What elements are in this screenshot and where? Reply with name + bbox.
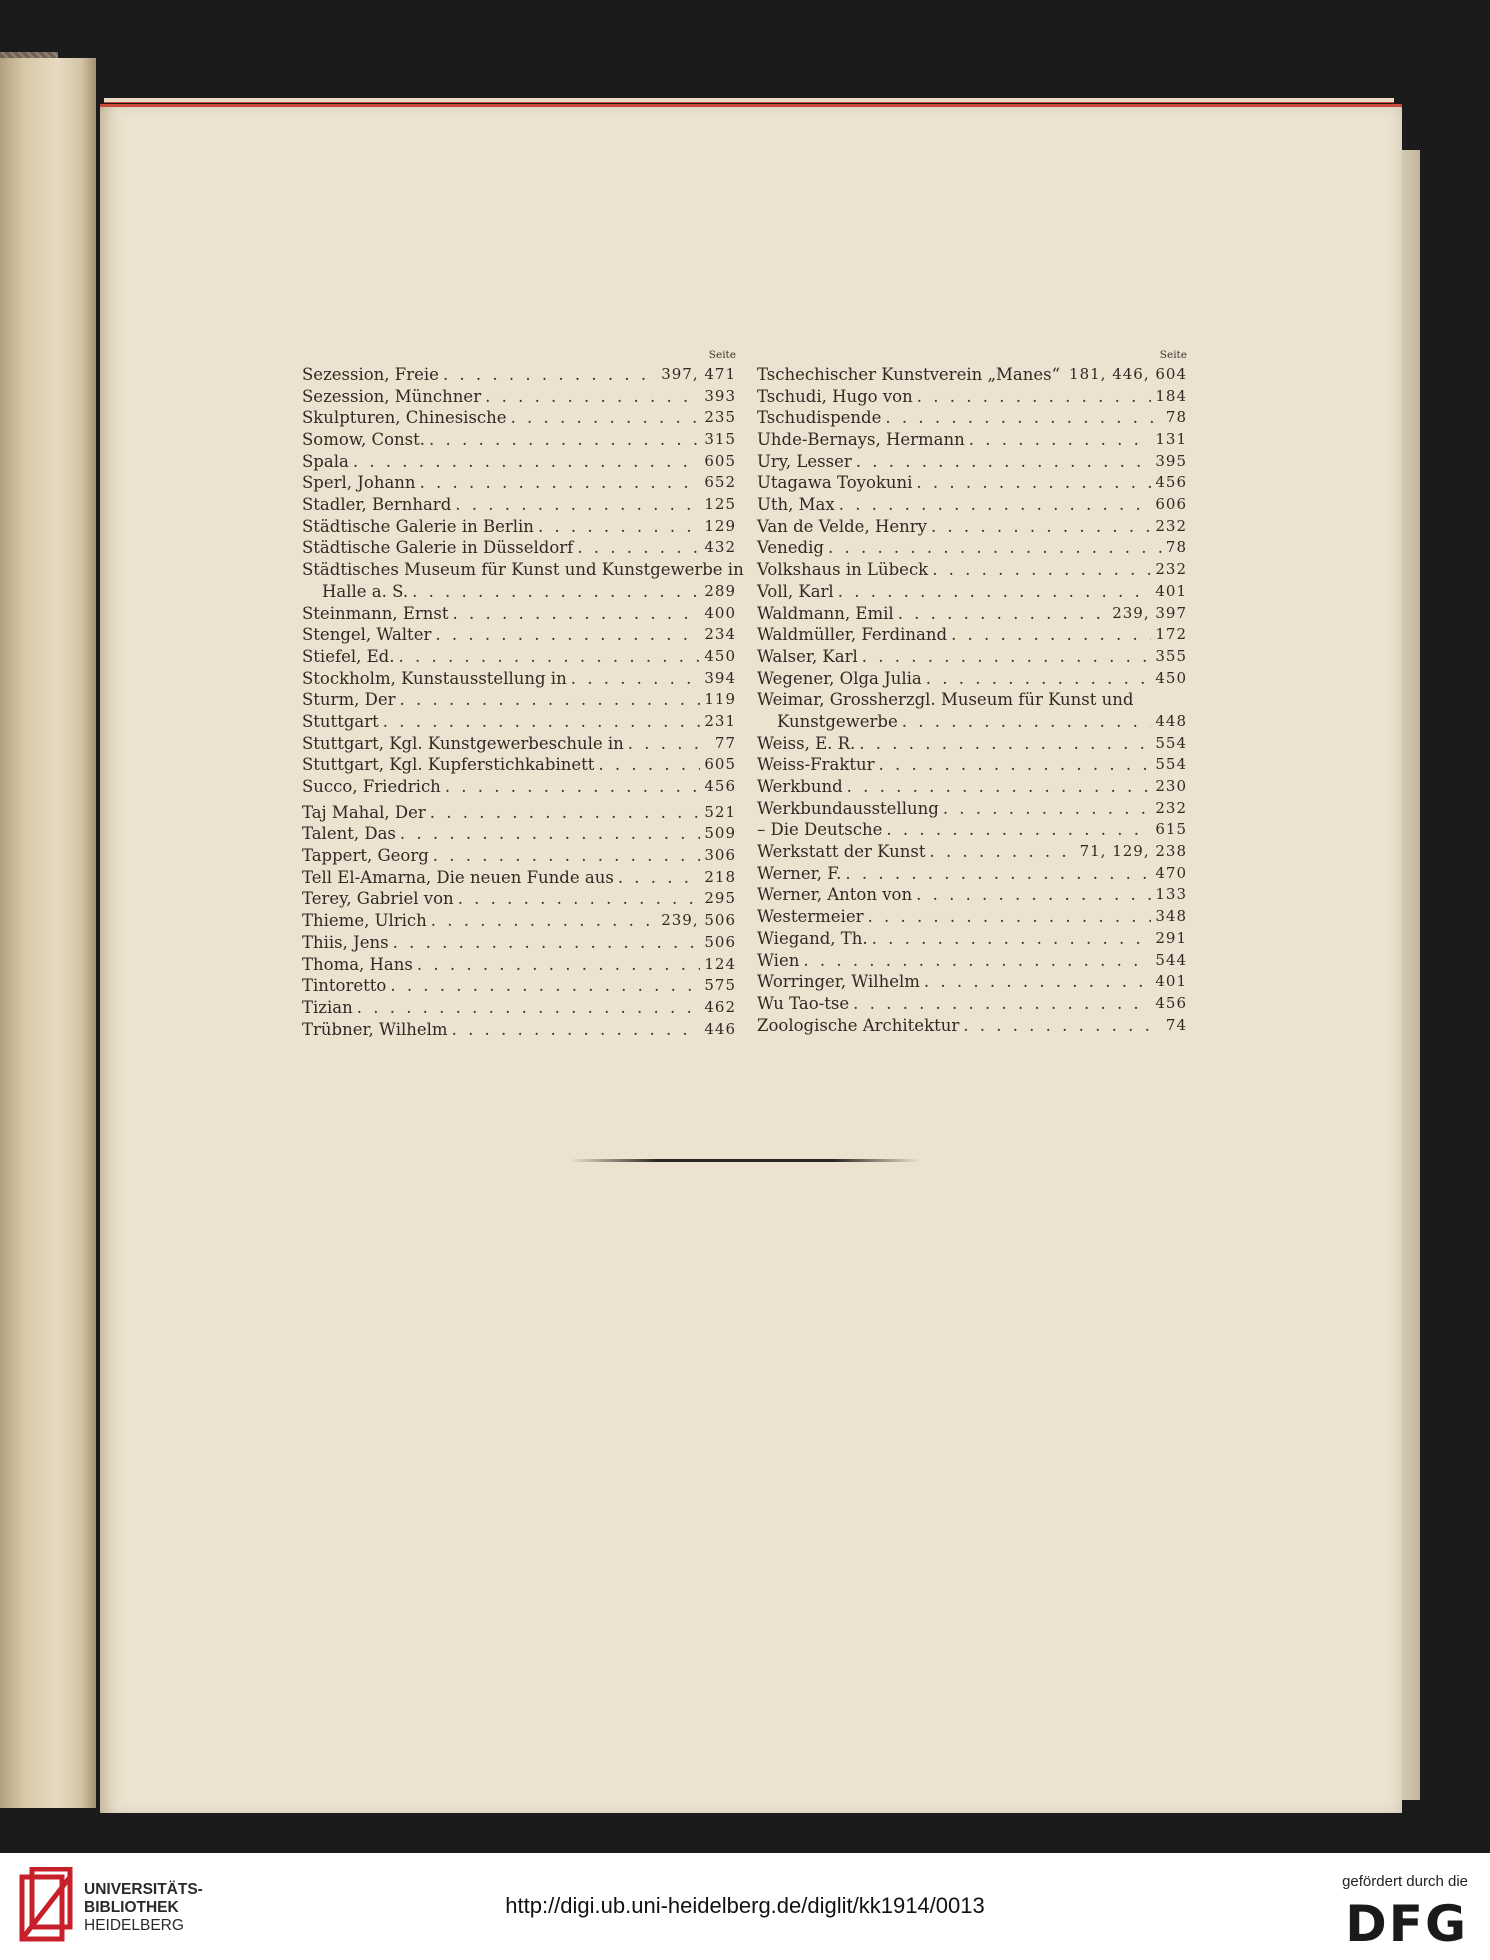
leader-dots xyxy=(598,754,700,776)
index-entry xyxy=(302,624,736,646)
entry-page-number: 315 xyxy=(704,430,736,449)
entry-name: Weiss, E. R. xyxy=(757,733,856,753)
entry-name: Weimar, Grossherzgl. Museum für Kunst und xyxy=(757,690,1134,710)
entry-name: Stengel, Walter xyxy=(302,625,432,645)
index-entry xyxy=(302,975,736,997)
index-entry xyxy=(302,646,736,668)
index-entry xyxy=(757,472,1187,494)
leader-dots xyxy=(924,971,1151,993)
entry-name: Wegener, Olga Julia xyxy=(757,668,922,688)
entry-name: Skulpturen, Chinesische xyxy=(302,408,507,428)
entry-page-number: 554 xyxy=(1155,733,1187,752)
index-entry xyxy=(757,559,1187,581)
leader-dots xyxy=(383,711,701,733)
entry-page-number: 232 xyxy=(1155,516,1187,535)
leader-dots xyxy=(453,603,701,625)
entry-page-number: 129 xyxy=(704,516,736,535)
index-entry xyxy=(757,711,1187,733)
entry-page-number: 306 xyxy=(704,846,736,865)
index-entry xyxy=(302,494,736,516)
leader-dots xyxy=(1064,364,1065,386)
index-entry xyxy=(757,971,1187,993)
entry-page-number: 462 xyxy=(704,997,736,1016)
entry-page-number: 77 xyxy=(714,733,736,752)
entry-page-number: 575 xyxy=(704,976,736,995)
entry-page-number: 355 xyxy=(1155,646,1187,665)
leader-dots xyxy=(917,386,1152,408)
entry-name: Wiegand, Th. xyxy=(757,928,868,948)
leader-dots xyxy=(885,407,1162,429)
index-entry xyxy=(302,823,736,845)
leader-dots xyxy=(916,884,1151,906)
entry-page-number: 521 xyxy=(704,802,736,821)
entry-page-number: 400 xyxy=(704,603,736,622)
leader-dots xyxy=(803,950,1151,972)
index-entry xyxy=(302,845,736,867)
entry-name: Thieme, Ulrich xyxy=(302,911,427,931)
index-entry xyxy=(757,841,1187,863)
index-entry xyxy=(302,867,736,889)
leader-dots xyxy=(859,733,1151,755)
index-entry xyxy=(757,668,1187,690)
index-entry xyxy=(757,386,1187,408)
entry-name: Uhde-Bernays, Hermann xyxy=(757,430,965,450)
index-entry xyxy=(757,689,1187,711)
leader-dots xyxy=(969,429,1152,451)
index-entry xyxy=(757,451,1187,473)
index-entry xyxy=(302,1019,736,1041)
entry-name: Van de Velde, Henry xyxy=(757,516,927,536)
leader-dots xyxy=(943,798,1152,820)
index-entry xyxy=(302,581,736,603)
entry-name: Volkshaus in Lübeck xyxy=(757,560,929,580)
index-entry xyxy=(757,819,1187,841)
leader-dots xyxy=(963,1015,1162,1037)
leader-dots xyxy=(828,537,1162,559)
seite-heading: Seite xyxy=(1159,349,1187,361)
entry-page-number: 470 xyxy=(1155,863,1187,882)
leader-dots xyxy=(951,624,1151,646)
entry-page-number: 230 xyxy=(1155,777,1187,796)
index-entry xyxy=(302,802,736,824)
entry-name: Terey, Gabriel von xyxy=(302,889,454,909)
entry-page-number: 78 xyxy=(1165,538,1187,557)
index-entry xyxy=(757,754,1187,776)
entry-page-number: 239, 506 xyxy=(661,911,736,930)
entry-name: Utagawa Toyokuni xyxy=(757,473,913,493)
entry-name: Voll, Karl xyxy=(757,581,834,601)
entry-name: Werner, F. xyxy=(757,863,842,883)
index-entry xyxy=(302,603,736,625)
index-entry xyxy=(302,889,736,911)
leader-dots xyxy=(856,451,1152,473)
entry-page-number: 291 xyxy=(1155,928,1187,947)
entry-name: Tschudi, Hugo von xyxy=(757,386,913,406)
index-entry xyxy=(757,364,1187,386)
leader-dots xyxy=(393,932,701,954)
entry-name: Waldmüller, Ferdinand xyxy=(757,625,948,645)
leader-dots xyxy=(455,494,700,516)
leader-dots xyxy=(538,516,700,538)
entry-page-number: 652 xyxy=(704,473,736,492)
entry-page-number: 432 xyxy=(704,538,736,557)
entry-name: Thiis, Jens xyxy=(302,932,389,952)
entry-page-number: 456 xyxy=(1155,993,1187,1012)
index-entry xyxy=(302,364,736,386)
entry-page-number: 606 xyxy=(1155,495,1187,514)
entry-page-number: 506 xyxy=(704,932,736,951)
index-entry xyxy=(302,954,736,976)
entry-name: Uth, Max xyxy=(757,495,835,515)
left-page-edge xyxy=(0,58,96,1808)
index-entry xyxy=(302,559,744,581)
leader-dots xyxy=(932,559,1151,581)
index-entry xyxy=(302,733,736,755)
index-entry xyxy=(757,494,1187,516)
index-entries-left xyxy=(302,364,744,1040)
entry-name: Stiefel, Ed. xyxy=(302,646,395,666)
entry-name: Städtische Galerie in Düsseldorf xyxy=(302,538,574,558)
entry-name: Tell El-Amarna, Die neuen Funde aus xyxy=(302,867,614,887)
entry-name: Taj Mahal, Der xyxy=(302,802,426,822)
index-entry xyxy=(302,932,736,954)
entry-page-number: 456 xyxy=(704,777,736,796)
index-entry xyxy=(302,451,736,473)
leader-dots xyxy=(511,407,701,429)
entry-name: Tintoretto xyxy=(302,976,387,996)
entry-name: Weiss-Fraktur xyxy=(757,755,875,775)
entry-name: Venedig xyxy=(757,538,824,558)
entry-page-number: 239, 397 xyxy=(1112,603,1187,622)
leader-dots xyxy=(431,910,657,932)
leader-dots xyxy=(839,494,1152,516)
entry-page-number: 401 xyxy=(1155,972,1187,991)
index-entry xyxy=(302,516,736,538)
leader-dots xyxy=(412,581,700,603)
index-entry xyxy=(757,581,1187,603)
index-entry xyxy=(302,429,736,451)
index-entry xyxy=(302,997,736,1019)
entry-page-number: 234 xyxy=(704,625,736,644)
index-column-right xyxy=(757,346,1187,1036)
index-entry xyxy=(757,538,1187,560)
leader-dots xyxy=(435,624,700,646)
index-entry xyxy=(757,993,1187,1015)
leader-dots xyxy=(577,537,700,559)
leader-dots xyxy=(485,386,700,408)
index-entry xyxy=(757,516,1187,538)
entry-page-number: 450 xyxy=(1155,668,1187,687)
entry-name: – Die Deutsche xyxy=(757,820,883,840)
leader-dots xyxy=(929,841,1075,863)
index-entry xyxy=(757,885,1187,907)
index-entries-right xyxy=(757,364,1187,1036)
entry-name: Tizian xyxy=(302,997,353,1017)
entry-page-number: 232 xyxy=(1155,560,1187,579)
entry-name: Werkbundausstellung xyxy=(757,798,939,818)
entry-name: Tappert, Georg xyxy=(302,846,429,866)
leader-dots xyxy=(916,472,1151,494)
entry-name: Städtisches Museum für Kunst und Kunstgewerbe in xyxy=(302,560,744,580)
leader-dots xyxy=(898,603,1109,625)
entry-page-number: 232 xyxy=(1155,798,1187,817)
entry-name: Sezession, Münchner xyxy=(302,386,482,406)
entry-name: Wien xyxy=(757,950,800,970)
index-entry xyxy=(302,407,736,429)
entry-name: Tschechischer Kunstverein „Manes“ xyxy=(757,364,1061,384)
entry-name: Sturm, Der xyxy=(302,690,396,710)
index-entry xyxy=(757,429,1187,451)
entry-page-number: 544 xyxy=(1155,950,1187,969)
leader-dots xyxy=(926,668,1152,690)
index-entry xyxy=(757,603,1187,625)
index-entry xyxy=(757,624,1187,646)
leader-dots xyxy=(417,954,701,976)
entry-name: Steinmann, Ernst xyxy=(302,603,449,623)
logo-line-1: UNIVERSITÄTS- xyxy=(84,1881,203,1898)
index-entry xyxy=(757,646,1187,668)
leader-dots xyxy=(429,429,700,451)
leader-dots xyxy=(571,668,701,690)
entry-name: Halle a. S. xyxy=(322,581,409,601)
entry-name: Zoologische Architektur xyxy=(757,1015,960,1035)
index-entry xyxy=(757,407,1187,429)
entry-page-number: 235 xyxy=(704,408,736,427)
entry-name: Sezession, Freie xyxy=(302,364,439,384)
entry-name: Kunstgewerbe xyxy=(777,711,898,731)
entry-page-number: 295 xyxy=(704,889,736,908)
entry-page-number: 184 xyxy=(1155,386,1187,405)
entry-page-number: 615 xyxy=(1155,820,1187,839)
entry-page-number: 348 xyxy=(1155,907,1187,926)
entry-name: Spala xyxy=(302,451,349,471)
entry-page-number: 74 xyxy=(1165,1015,1187,1034)
entry-page-number: 231 xyxy=(704,711,736,730)
leader-dots xyxy=(862,646,1152,668)
entry-page-number: 397, 471 xyxy=(661,364,736,383)
leader-dots xyxy=(400,823,700,845)
entry-page-number: 448 xyxy=(1155,711,1187,730)
leader-dots xyxy=(847,776,1152,798)
entry-name: Stuttgart xyxy=(302,711,379,731)
leader-dots xyxy=(931,516,1151,538)
entry-name: Succo, Friedrich xyxy=(302,777,441,797)
leader-dots xyxy=(443,364,657,386)
entry-page-number: 509 xyxy=(704,824,736,843)
leader-dots xyxy=(853,993,1151,1015)
entry-name: Somow, Const. xyxy=(302,430,426,450)
entry-name: Werkbund xyxy=(757,777,843,797)
index-entry xyxy=(302,776,736,798)
leader-dots xyxy=(872,928,1152,950)
index-entry xyxy=(757,1015,1187,1037)
entry-name: Städtische Galerie in Berlin xyxy=(302,516,534,536)
entry-name: Stuttgart, Kgl. Kunstgewerbeschule in xyxy=(302,733,624,753)
index-entry xyxy=(302,689,736,711)
entry-name: Westermeier xyxy=(757,907,864,927)
leader-dots xyxy=(838,581,1152,603)
leader-dots xyxy=(390,975,700,997)
index-entry xyxy=(302,668,736,690)
leader-dots xyxy=(398,646,700,668)
index-entry xyxy=(302,754,736,776)
leader-dots xyxy=(357,997,701,1019)
entry-page-number: 218 xyxy=(704,867,736,886)
leader-dots xyxy=(452,1019,701,1041)
entry-page-number: 131 xyxy=(1155,430,1187,449)
entry-name: Stockholm, Kunstausstellung in xyxy=(302,668,567,688)
entry-page-number: 181, 446, 604 xyxy=(1069,364,1187,383)
entry-name: Thoma, Hans xyxy=(302,954,413,974)
index-entry xyxy=(302,910,736,932)
leader-dots xyxy=(420,472,701,494)
index-entry xyxy=(302,472,736,494)
entry-page-number: 401 xyxy=(1155,581,1187,600)
leader-dots xyxy=(628,733,711,755)
index-entry xyxy=(757,928,1187,950)
entry-name: Worringer, Wilhelm xyxy=(757,972,920,992)
index-entry xyxy=(757,733,1187,755)
funding-label: gefördert durch die xyxy=(1342,1873,1468,1890)
entry-name: Tschudispende xyxy=(757,408,882,428)
entry-name: Talent, Das xyxy=(302,824,396,844)
entry-page-number: 456 xyxy=(1155,473,1187,492)
leader-dots xyxy=(845,863,1151,885)
end-rule xyxy=(570,1159,920,1162)
index-column-left xyxy=(302,346,744,1040)
entry-page-number: 393 xyxy=(704,386,736,405)
entry-page-number: 71, 129, 238 xyxy=(1079,842,1187,861)
leader-dots xyxy=(353,451,701,473)
entry-name: Wu Tao-tse xyxy=(757,993,850,1013)
entry-name: Stadler, Bernhard xyxy=(302,495,452,515)
index-entry xyxy=(757,776,1187,798)
entry-page-number: 395 xyxy=(1155,451,1187,470)
seite-heading: Seite xyxy=(708,349,736,361)
book-page xyxy=(100,104,1402,1813)
leader-dots xyxy=(886,819,1151,841)
entry-page-number: 78 xyxy=(1165,408,1187,427)
index-entry xyxy=(757,863,1187,885)
index-entry xyxy=(757,798,1187,820)
entry-name: Stuttgart, Kgl. Kupferstichkabinett xyxy=(302,755,595,775)
leader-dots xyxy=(878,754,1151,776)
leader-dots xyxy=(867,906,1151,928)
entry-page-number: 605 xyxy=(704,451,736,470)
page-top-edge xyxy=(104,98,1394,103)
entry-page-number: 605 xyxy=(704,755,736,774)
leader-dots xyxy=(399,689,700,711)
index-entry xyxy=(302,711,736,733)
entry-page-number: 394 xyxy=(704,668,736,687)
index-entry xyxy=(302,386,736,408)
logo-line-3: HEIDELBERG xyxy=(84,1917,184,1934)
index-entry xyxy=(302,538,736,560)
entry-name: Ury, Lesser xyxy=(757,451,852,471)
entry-name: Sperl, Johann xyxy=(302,473,416,493)
entry-page-number: 446 xyxy=(704,1019,736,1038)
entry-page-number: 554 xyxy=(1155,755,1187,774)
dfg-logo: DFG xyxy=(1345,1895,1468,1953)
leader-dots xyxy=(902,711,1152,733)
leader-dots xyxy=(430,802,701,824)
entry-page-number: 125 xyxy=(704,495,736,514)
logo-line-2: BIBLIOTHEK xyxy=(84,1899,179,1916)
leader-dots xyxy=(433,845,701,867)
entry-page-number: 172 xyxy=(1155,625,1187,644)
entry-name: Werkstatt der Kunst xyxy=(757,842,926,862)
leader-dots xyxy=(458,888,701,910)
entry-name: Trübner, Wilhelm xyxy=(302,1019,448,1039)
leader-dots xyxy=(618,867,701,889)
leader-dots xyxy=(445,776,701,798)
entry-page-number: 119 xyxy=(704,690,736,709)
entry-page-number: 450 xyxy=(704,646,736,665)
entry-name: Werner, Anton von xyxy=(757,885,913,905)
viewer-footer xyxy=(0,1853,1490,1960)
entry-page-number: 289 xyxy=(704,581,736,600)
entry-name: Walser, Karl xyxy=(757,646,858,666)
index-entry xyxy=(757,906,1187,928)
index-entry xyxy=(757,950,1187,972)
entry-name: Waldmann, Emil xyxy=(757,603,894,623)
document-url-link[interactable]: http://digi.ub.uni-heidelberg.de/diglit/kk1914/0013 xyxy=(505,1893,985,1918)
entry-page-number: 124 xyxy=(704,954,736,973)
entry-page-number: 133 xyxy=(1155,885,1187,904)
